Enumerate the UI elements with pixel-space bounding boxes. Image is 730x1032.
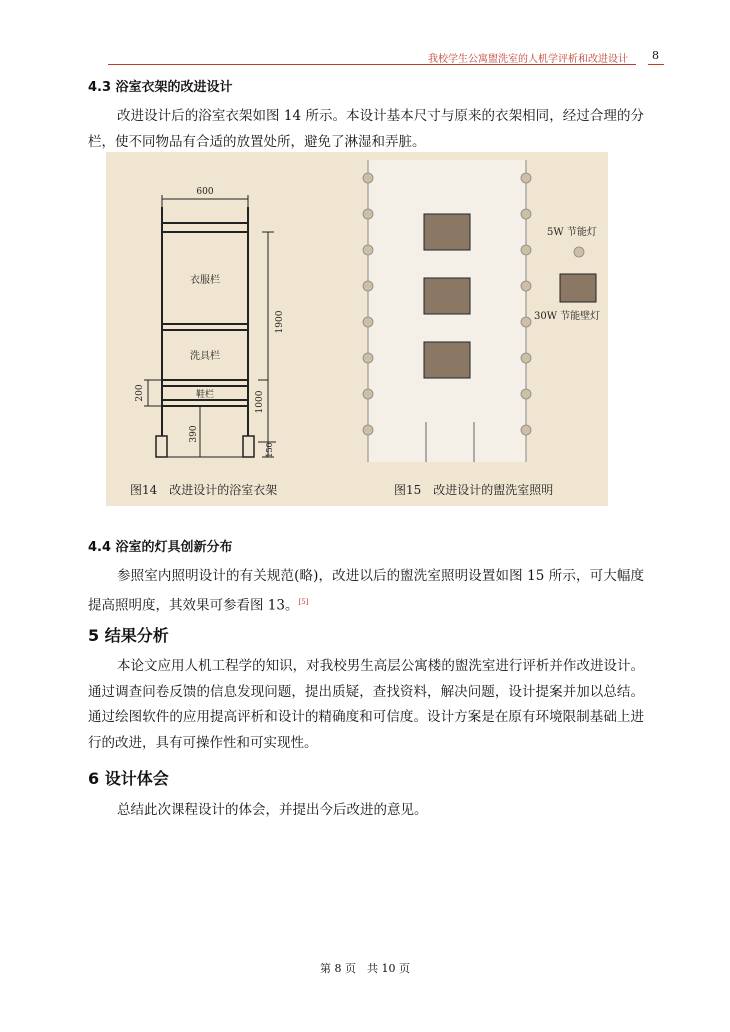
dim-200-label: 200: [135, 384, 145, 402]
rack-width-label: 600: [196, 187, 214, 197]
page-footer: 第 8 页 共 10 页: [320, 962, 410, 975]
legend-5w-label: 5W 节能灯: [547, 227, 597, 238]
section-4-3-heading: 4.3 浴室衣架的改进设计: [88, 80, 233, 95]
figure-drawing: [106, 152, 608, 506]
shelf-shoes-label: 鞋栏: [195, 390, 215, 400]
shelf-toiletries-label: 洗具栏: [190, 351, 220, 362]
header-page-rule: [648, 64, 664, 65]
dim-1000-label: 1000: [255, 390, 265, 414]
shelf-clothes-label: 衣服栏: [190, 275, 220, 286]
legend-30w-label: 30W 节能壁灯: [534, 311, 601, 322]
dim-150-label: 150: [265, 442, 274, 458]
section-5-heading: 5 结果分析: [88, 626, 169, 645]
header-rule: [108, 64, 636, 65]
header-title: 我校学生公寓盥洗室的人机学评析和改进设计: [428, 54, 628, 65]
figure-14-15: [106, 152, 608, 506]
citation-5[interactable]: [5]: [298, 597, 309, 606]
dim-390-label: 390: [189, 425, 199, 443]
rack-drawing: [156, 195, 254, 457]
section-4-3-paragraph: 改进设计后的浴室衣架如图 14 所示。本设计基本尺寸与原来的衣架相同，经过合理的分栏，使不同物品有合适的放置处所，避免了淋湿和弄脏。: [88, 108, 644, 150]
section-6-paragraph: 总结此次课程设计的体会，并提出今后改进的意见。: [117, 802, 428, 818]
rack-dimensions: [144, 232, 276, 457]
figure-15-caption: 图15 改进设计的盥洗室照明: [394, 483, 554, 497]
running-header: [108, 50, 636, 64]
section-5-paragraph: 本论文应用人机工程学的知识，对我校男生高层公寓楼的盥洗室进行评析并作改进设计。通过调查问卷反馈的信息发现问题，提出质疑，查找资料，解决问题，设计提案并加以总结。通过绘图软件的应用提高评析和设计的精确度和可信度。设计方案是在原有环境限制基础上进行的改进，具有可操作性和可实现性。: [88, 658, 644, 751]
figure-14-caption: 图14 改进设计的浴室衣架: [130, 483, 278, 497]
section-6-heading: 6 设计体会: [88, 769, 169, 788]
header-page-number: 8: [652, 49, 659, 62]
section-4-4-text: 参照室内照明设计的有关规范(略)，改进以后的盥洗室照明设置如图 15 所示，可大幅度提高照明度，其效果可参看图 13。: [88, 568, 644, 613]
section-4-4-heading: 4.4 浴室的灯具创新分布: [88, 540, 233, 555]
dim-1900-label: 1900: [275, 310, 285, 334]
section-4-4-paragraph: [88, 564, 644, 619]
